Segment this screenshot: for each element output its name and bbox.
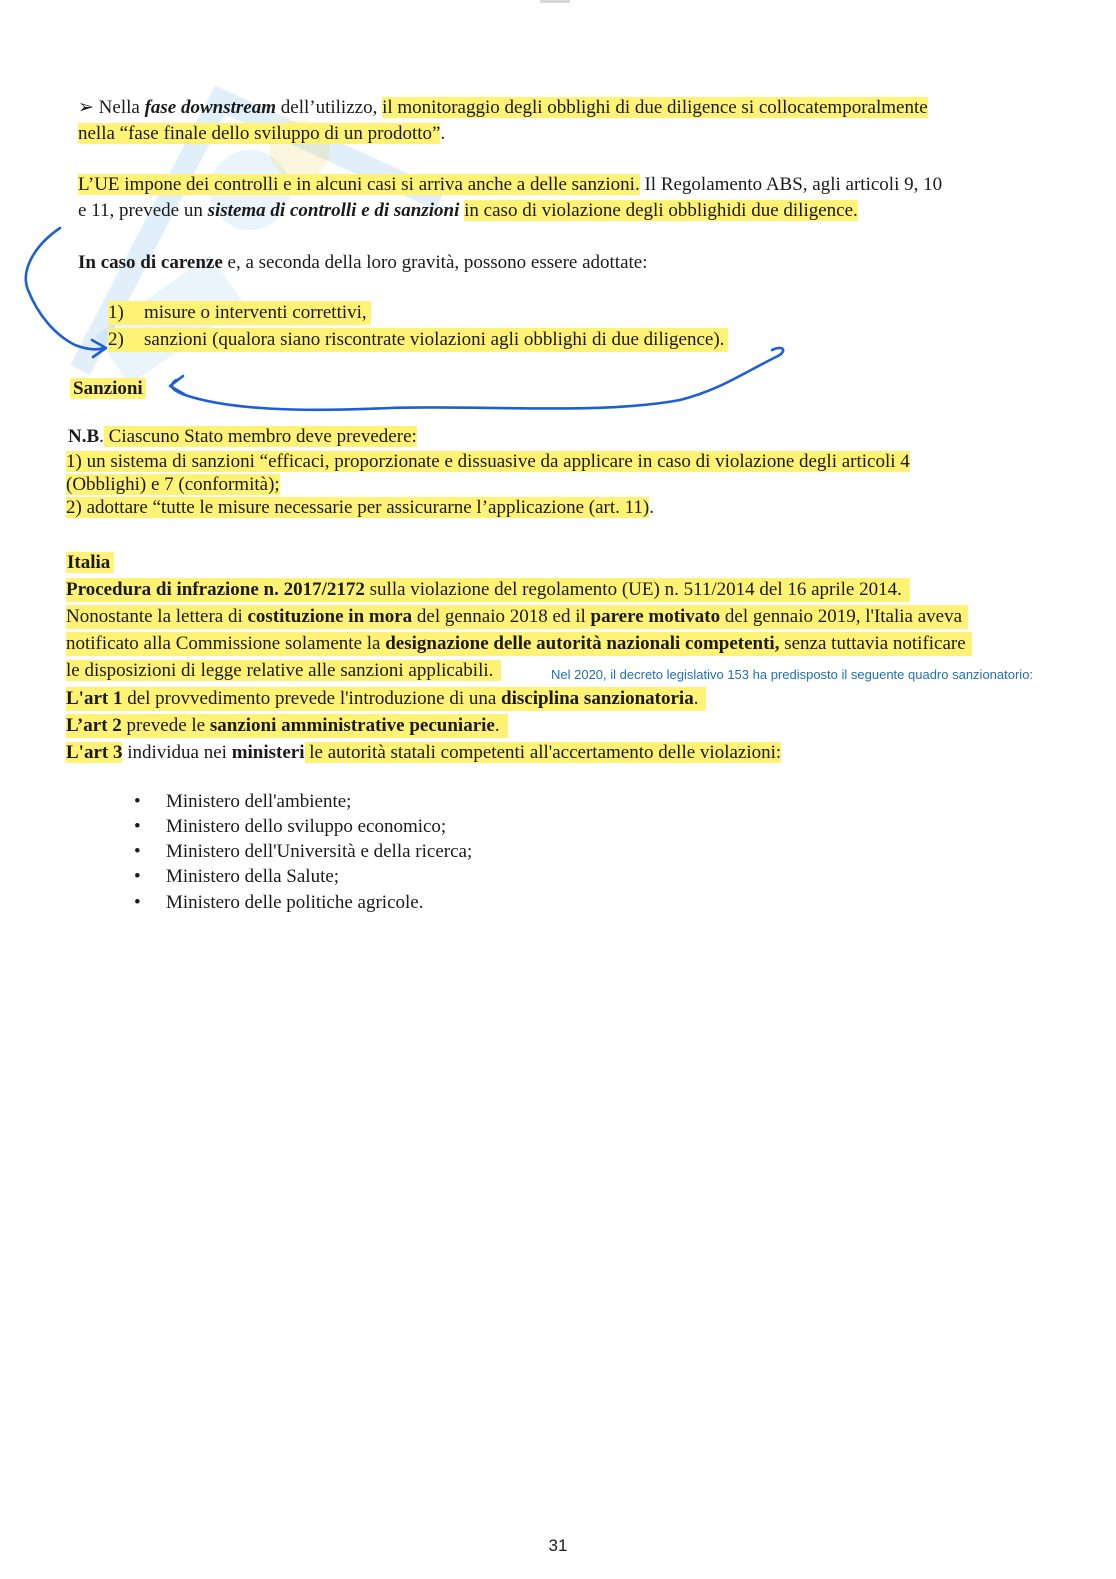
bullet-icon: •	[134, 791, 141, 812]
bold-text: L’art 2	[66, 715, 122, 736]
nb-label: N.B	[68, 426, 100, 447]
highlighted-text: (Obblighi) e 7 (conformità);	[66, 474, 280, 495]
text: sulla violazione del regolamento (UE) n. 511/2014 del 16 aprile 2014.	[364, 579, 902, 600]
bullet-icon: •	[134, 841, 141, 862]
text: prevede le	[121, 715, 210, 736]
bullet-icon: •	[134, 866, 141, 887]
bullet-icon: •	[134, 892, 141, 913]
list-text: Ministero dello sviluppo economico;	[166, 816, 447, 837]
highlighted-text: il monitoraggio degli obblighi di due diligence si collocatemporalmente	[382, 97, 928, 118]
ink-arrowhead-sanzioni	[170, 376, 184, 394]
bold-text: L'art 1	[66, 688, 123, 709]
highlighted-text: nella “fase finale dello sviluppo di un prodotto”	[78, 123, 441, 144]
list-text: Ministero dell'Università e della ricerca;	[166, 841, 473, 862]
highlighted-text: le autorità statali competenti all'accertamento delle violazioni:	[304, 742, 782, 763]
highlighted-text: Ciascuno Stato membro deve prevedere:	[103, 426, 417, 447]
highlighted-text: 1) un sistema di sanzioni “efficaci, proporzionate e dissuasive da applicare in caso di violazione degli articoli 4	[66, 451, 910, 472]
text: e, a seconda della loro gravità, possono essere adottate:	[222, 252, 648, 273]
bold-text: In caso di carenze	[78, 252, 223, 273]
bold-text: designazione delle autorità nazionali competenti,	[385, 633, 780, 654]
handwritten-note: Nel 2020, il decreto legislativo 153 ha predisposto il seguente quadro sanzionatorio:	[551, 667, 1034, 682]
text: dell’utilizzo,	[276, 97, 383, 118]
bold-text: costituzione in mora	[247, 606, 413, 627]
text: individua nei	[122, 742, 232, 763]
emphasis: sistema di controlli e di sanzioni	[207, 200, 460, 221]
bold-text: sanzioni amministrative pecuniarie	[209, 715, 495, 736]
bold-text: L'art 3	[66, 742, 123, 763]
page-number: 31	[548, 1536, 568, 1555]
bold-text: Procedura di infrazione n. 2017/2172	[66, 579, 365, 600]
highlighted-text: L’UE impone dei controlli e in alcuni casi si arriva anche a delle sanzioni.	[78, 174, 640, 195]
bold-text: disciplina sanzionatoria	[501, 688, 694, 709]
text: .	[693, 688, 699, 709]
arrow-bullet-icon: ➢	[78, 97, 94, 118]
text: notificato alla Commissione solamente la	[66, 633, 386, 654]
list-text: Ministero dell'ambiente;	[166, 791, 352, 812]
list-number: 2)	[108, 329, 124, 350]
text: senza tuttavia notificare	[779, 633, 966, 654]
highlighted-text: in caso di violazione degli obblighidi due diligence.	[464, 200, 858, 221]
text: .	[440, 123, 446, 144]
list-text: misure o interventi correttivi,	[144, 302, 367, 323]
heading-text: Italia	[66, 552, 114, 573]
text: del provvedimento prevede l'introduzione di una	[122, 688, 502, 709]
list-number: 1)	[108, 302, 124, 323]
ink-curve-bottom	[172, 348, 783, 410]
text: .	[99, 426, 104, 447]
text: .	[649, 497, 655, 518]
emphasis: fase downstream	[144, 97, 277, 118]
list-text: Ministero della Salute;	[166, 866, 340, 887]
bold-text: ministeri	[231, 742, 305, 763]
heading-text: Sanzioni	[70, 378, 146, 399]
text: Nella	[98, 97, 145, 118]
bold-text: parere motivato	[590, 606, 721, 627]
text: e 11, prevede un	[78, 200, 208, 221]
text: del gennaio 2019, l'Italia aveva	[720, 606, 963, 627]
text: del gennaio 2018 ed il	[412, 606, 591, 627]
highlighted-text: le disposizioni di legge relative alle sanzioni applicabili.	[66, 660, 501, 681]
bullet-icon: •	[134, 816, 141, 837]
list-text: Ministero delle politiche agricole.	[166, 892, 424, 913]
text: .	[494, 715, 500, 736]
list-text: sanzioni (qualora siano riscontrate violazioni agli obblighi di due diligence).	[144, 329, 725, 350]
text: Nonostante la lettera di	[66, 606, 248, 627]
highlighted-text: 2) adottare “tutte le misure necessarie per assicurarne l’applicazione (art. 11)	[66, 497, 650, 518]
ink-curve-left	[26, 228, 104, 349]
text: Il Regolamento ABS, agli articoli 9, 10	[639, 174, 943, 195]
